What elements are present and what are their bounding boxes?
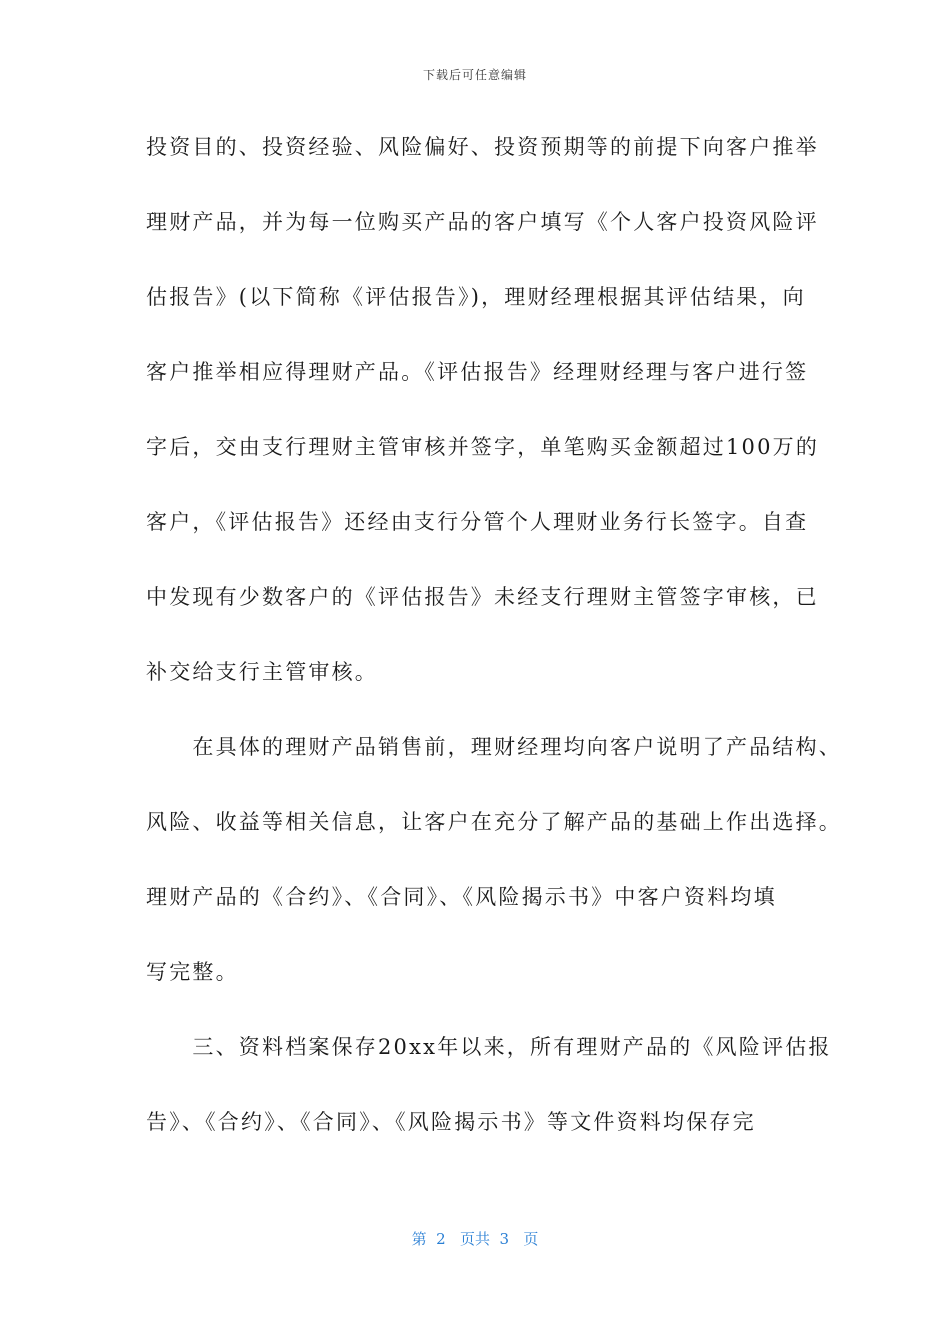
- body-line: 中发现有少数客户的《评估报告》未经支行理财主管签字审核，已: [146, 585, 819, 609]
- page-footer: 第 2 页共 3 页: [411, 1230, 539, 1248]
- body-text: [146, 128, 842, 1178]
- body-line: 写完整。: [146, 960, 239, 984]
- page-header: 下载后可任意编辑: [422, 68, 527, 82]
- body-line: 理财产品，并为每一位购买产品的客户填写《个人客户投资风险评: [146, 210, 819, 234]
- body-line: 风险、收益等相关信息，让客户在充分了解产品的基础上作出选择。: [146, 810, 842, 834]
- body-line: 投资目的、投资经验、风险偏好、投资预期等的前提下向客户推举: [146, 135, 819, 159]
- body-line: 在具体的理财产品销售前，理财经理均向客户说明了产品结构、: [146, 735, 842, 759]
- body-line: 三、资料档案保存20xx年以来，所有理财产品的《风险评估报: [146, 1035, 832, 1059]
- body-line: 客户推举相应得理财产品。《评估报告》经理财经理与客户进行签: [146, 360, 809, 384]
- body-line: 字后，交由支行理财主管审核并签字，单笔购买金额超过100万的: [146, 435, 820, 459]
- body-line: 告》、《合约》、《合同》、《风险揭示书》等文件资料均保存完: [146, 1110, 756, 1134]
- body-line: 估报告》(以下简称《评估报告》)，理财经理根据其评估结果，向: [146, 285, 806, 309]
- body-line: 补交给支行主管审核。: [146, 660, 378, 684]
- body-line: 理财产品的《合约》、《合同》、《风险揭示书》中客户资料均填: [146, 885, 777, 909]
- body-line: 客户，《评估报告》还经由支行分管个人理财业务行长签字。自查: [146, 510, 809, 534]
